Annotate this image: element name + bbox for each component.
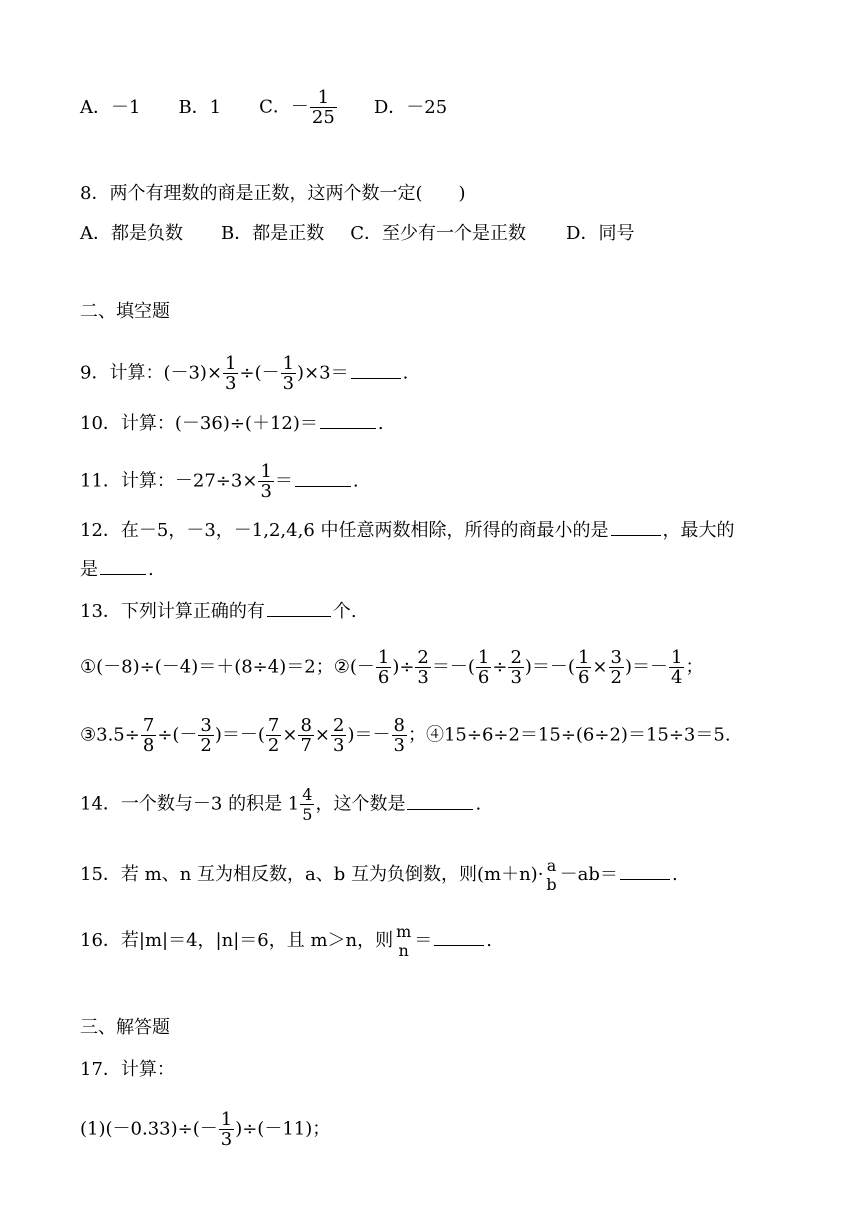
fraction: $\frac{3}{2}$ — [610, 647, 622, 688]
q8-option-c: C．至少有一个是正数 — [350, 223, 527, 244]
fraction: $\frac{2}{3}$ — [417, 647, 429, 688]
q8-options — [80, 222, 634, 246]
q11: 11．计算：－27÷3× $\frac{1}{3}$ ＝ . — [80, 461, 359, 502]
answer-blank[interactable] — [434, 927, 484, 946]
fraction: $\frac{1}{3}$ — [225, 353, 237, 394]
q10: 10．计算：(－36)÷(＋12)＝ . — [80, 410, 384, 436]
fraction: $\frac{1}{3}$ — [282, 353, 295, 394]
q13-stem: 13．下列计算正确的有 个. — [80, 598, 357, 624]
fraction: $\frac{1}{3}$ — [220, 1109, 233, 1150]
fraction: $\frac{2}{3}$ — [510, 647, 522, 688]
fraction: $\frac{3}{2}$ — [200, 715, 212, 756]
q7-options — [80, 88, 447, 127]
answer-blank[interactable] — [267, 598, 331, 617]
q16: 16．若|m|＝4，|n|＝6，且 m＞n，则 m n ＝ . — [80, 922, 493, 960]
q9: 9．计算：(－3)× $\frac{1}{3}$ ÷(－ $\frac{1}{3}$ )×3＝ . — [80, 353, 409, 394]
fraction: $\frac{2}{3}$ — [333, 715, 345, 756]
answer-blank[interactable] — [320, 410, 376, 429]
answer-blank-max[interactable] — [100, 556, 146, 575]
q8-stem: 8．两个有理数的商是正数，这两个数一定( ) — [80, 183, 466, 204]
fraction: $\frac{4}{5}$ — [302, 785, 313, 824]
q12-line2: 是 . — [80, 556, 154, 582]
fraction: $\frac{1}{4}$ — [670, 647, 683, 688]
q12-line1: 12．在－5，－3，－1,2,4,6 中任意两数相除，所得的商最小的是 ，最大的 — [80, 517, 735, 543]
fraction: m n — [396, 922, 412, 960]
answer-blank[interactable] — [407, 791, 473, 810]
answer-blank[interactable] — [620, 861, 670, 880]
fraction: $\frac{8}{7}$ — [300, 715, 312, 756]
q8-option-d: D．同号 — [566, 223, 635, 244]
q13-row1: ①(－8)÷(－4)＝＋(8÷4)＝2；②(－ $\frac{1}{6}$ )÷ $\frac{2}{3}$ ＝－( $\frac{1}{6}$ ÷ $\frac{2}{3}$ )＝－( $\frac{1}{6}$ × $\frac{3}{2}$ )＝－ $\frac{1}{4}$ ； — [80, 647, 704, 688]
q17-sub1: (1)(－0.33)÷(－ $\frac{1}{3}$ )÷(－11)； — [80, 1109, 331, 1150]
answer-blank-min[interactable] — [611, 517, 661, 536]
fraction: $\frac{1}{3}$ — [260, 461, 272, 502]
fraction: $\frac{1}{6}$ — [577, 647, 590, 688]
q7-option-b: B．1 — [178, 96, 222, 118]
q7-option-d: D．－25 — [373, 96, 448, 118]
q15: 15．若 m、n 互为相反数，a、b 互为负倒数，则(m＋n)· a b －ab＝ . — [80, 856, 678, 894]
fraction: $\frac{1}{25}$ — [311, 87, 335, 128]
fraction: $\frac{8}{3}$ — [393, 715, 405, 756]
q14: 14．一个数与－3 的积是 1 $\frac{4}{5}$ ，这个数是 . — [80, 785, 482, 824]
fraction: $\frac{1}{6}$ — [377, 647, 390, 688]
q7-option-c: C．－ $\frac{1}{25}$ — [259, 87, 335, 128]
fraction: $\frac{7}{8}$ — [142, 715, 155, 756]
q17-stem: 17．计算： — [80, 1059, 175, 1080]
q8-option-a: A．都是负数 — [80, 223, 183, 244]
fraction: $\frac{7}{2}$ — [267, 715, 280, 756]
q13-row2: ③3.5÷ $\frac{7}{8}$ ÷(－ $\frac{3}{2}$ )＝－( $\frac{7}{2}$ × $\frac{8}{7}$ × $\frac{2}{3}$ )＝－ $\frac{8}{3}$ ；④15÷6÷2＝15÷(6÷2)＝15÷3＝5. — [80, 715, 731, 756]
q8-option-b: B．都是正数 — [221, 223, 325, 244]
answer-blank[interactable] — [351, 360, 401, 379]
answer-blank[interactable] — [295, 468, 351, 487]
fraction: a b — [546, 856, 557, 894]
q7-option-a: A．－1 — [80, 96, 141, 118]
fraction: $\frac{1}{6}$ — [477, 647, 490, 688]
section-heading-fill-blank: 二、填空题 — [80, 301, 170, 322]
section-heading-solve: 三、解答题 — [80, 1017, 170, 1038]
